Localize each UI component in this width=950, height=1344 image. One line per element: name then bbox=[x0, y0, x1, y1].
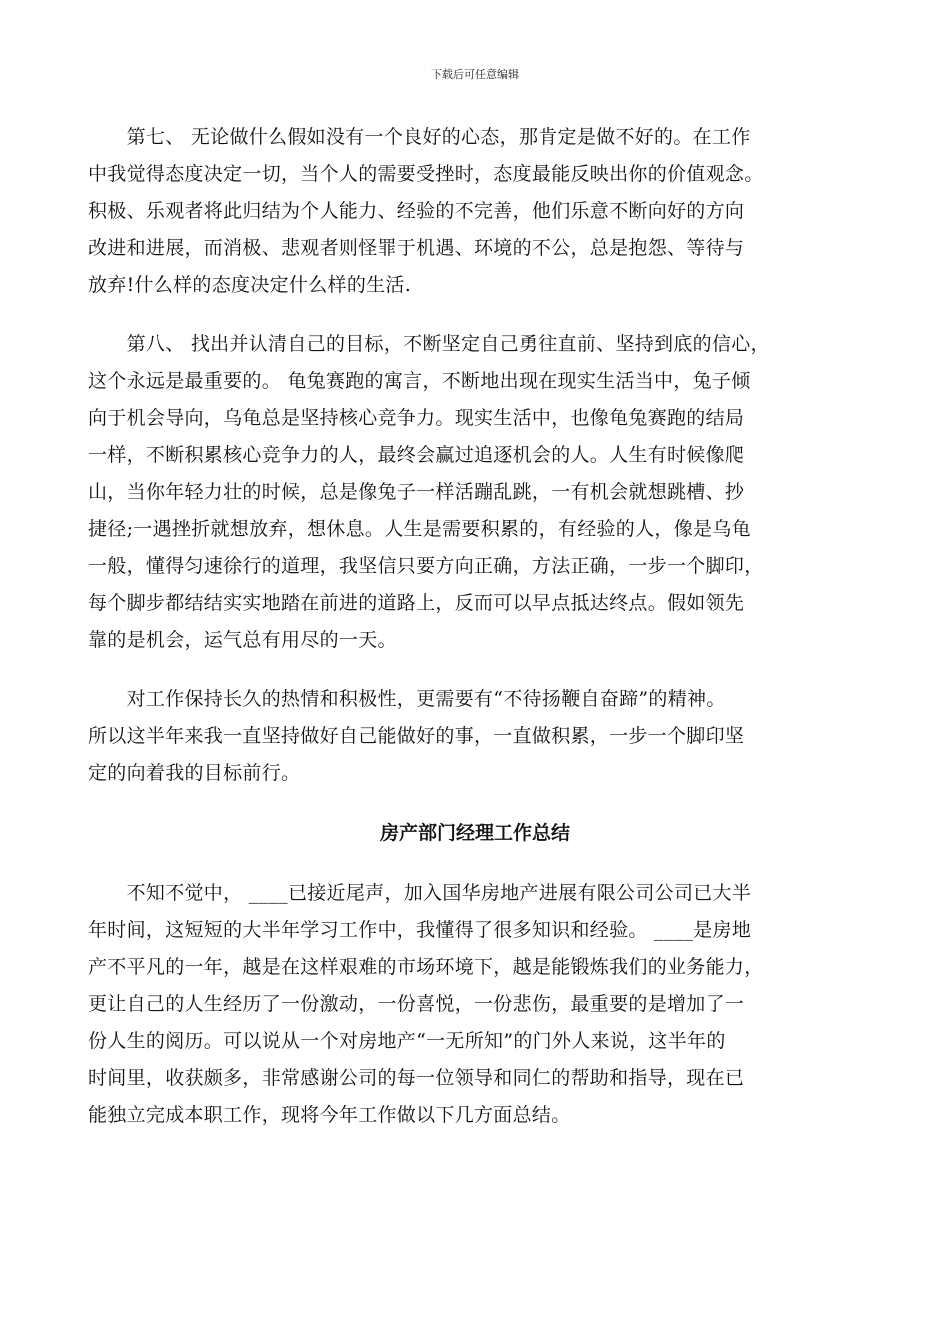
section-title: 房产部门经理工作总结 bbox=[379, 822, 570, 844]
text-line: 能独立完成本职工作，现将今年工作做以下几方面总结。 bbox=[88, 1104, 571, 1126]
text-line: 改进和进展，而消极、悲观者则怪罪于机遇、环境的不公，总是抱怨、等待与 bbox=[88, 237, 745, 259]
text-line: 份人生的阅历。可以说从一个对房地产“一无所知”的门外人来说，这半年的 bbox=[88, 1030, 726, 1052]
text-line: 向于机会导向，乌龟总是坚持核心竞争力。现实生活中，也像龟兔赛跑的结局 bbox=[88, 407, 745, 429]
text-line: 山，当你年轻力壮的时候，总是像兔子一样活蹦乱跳，一有机会就想跳槽、抄 bbox=[88, 481, 745, 503]
text-line: 每个脚步都结结实实地踏在前进的道路上，反而可以早点抵达终点。假如领先 bbox=[88, 592, 745, 614]
text-line: 第八、 找出并认清自己的目标，不断坚定自己勇往直前、坚持到底的信心， bbox=[88, 333, 770, 355]
text-line: 一般，懂得匀速徐行的道理，我坚信只要方向正确，方法正确，一步一个脚印， bbox=[88, 555, 764, 577]
page-header: 下载后可任意编辑 bbox=[431, 68, 519, 81]
text-line: 中我觉得态度决定一切，当个人的需要受挫时，态度最能反映出你的价值观念。 bbox=[88, 163, 764, 185]
text-line: 第七、 无论做什么假如没有一个良好的心态，那肯定是做不好的。在工作 bbox=[88, 126, 751, 148]
text-line: 积极、乐观者将此归结为个人能力、经验的不完善，他们乐意不断向好的方向 bbox=[88, 200, 745, 222]
text-line: 放弃!什么样的态度决定什么样的生活. bbox=[88, 274, 412, 296]
text-line: 产不平凡的一年，越是在这样艰难的市场环境下，越是能锻炼我们的业务能力， bbox=[88, 956, 764, 978]
text-line: 对工作保持长久的热情和积极性，更需要有“不待扬鞭自奋蹄”的精神。 bbox=[88, 688, 726, 710]
text-line: 所以这半年来我一直坚持做好自己能做好的事，一直做积累，一步一个脚印坚 bbox=[88, 725, 745, 747]
text-line: 更让自己的人生经历了一份激动，一份喜悦，一份悲伤，最重要的是增加了一 bbox=[88, 993, 745, 1015]
text-line: 这个永远是最重要的。 龟兔赛跑的寓言，不断地出现在现实生活当中，兔子倾 bbox=[88, 370, 751, 392]
text-line: 靠的是机会，运气总有用尽的一天。 bbox=[88, 629, 397, 651]
text-line: 一样，不断积累核心竞争力的人，最终会赢过追逐机会的人。人生有时候像爬 bbox=[88, 444, 745, 466]
text-line: 年时间，这短短的大半年学习工作中，我懂得了很多知识和经验。 ____是房地 bbox=[88, 919, 752, 941]
text-line: 捷径;一遇挫折就想放弃，想休息。人生是需要积累的，有经验的人，像是乌龟 bbox=[88, 518, 751, 540]
text-line: 定的向着我的目标前行。 bbox=[88, 762, 301, 784]
text-line: 时间里，收获颇多，非常感谢公司的每一位领导和同仁的帮助和指导，现在已 bbox=[88, 1067, 745, 1089]
text-line: 不知不觉中， ____已接近尾声，加入国华房地产进展有限公司公司已大半 bbox=[88, 882, 752, 904]
